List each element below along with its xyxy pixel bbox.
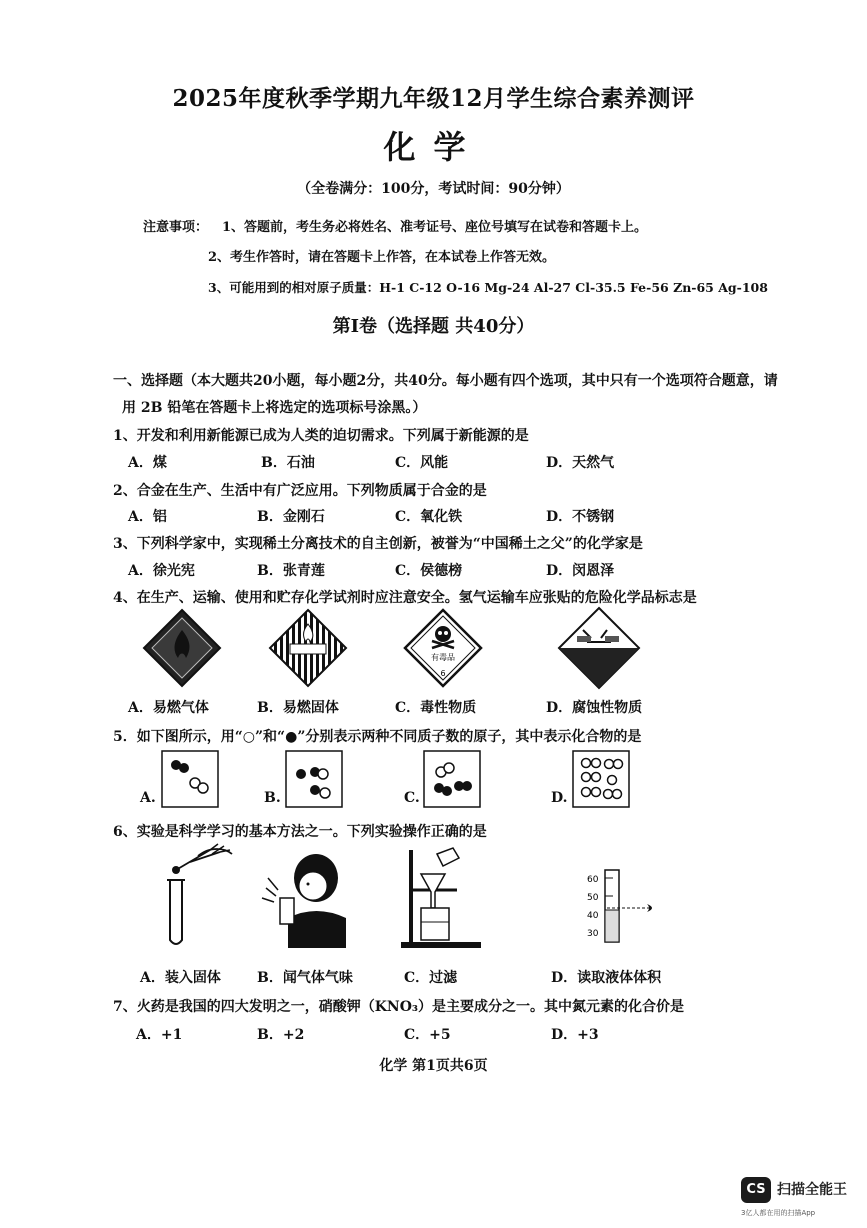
q4-option-a: A．易燃气体	[128, 700, 209, 716]
question-4-stem: 4、在生产、运输、使用和贮存化学试剂时应注意安全。氢气运输车应张贴的危险化学品标志是	[113, 590, 697, 606]
q2-option-b: B．金刚石	[257, 509, 325, 525]
note-item-1: 1、答题前，考生务必将姓名、准考证号、座位号填写在试卷和答题卡上。	[222, 220, 648, 235]
scanner-watermark	[741, 1175, 853, 1225]
q2-option-a: A．铝	[128, 509, 167, 525]
question-7-stem: 7、火药是我国的四大发明之一，硝酸钾（KNO₃）是主要成分之一。其中氮元素的化合价是	[113, 999, 685, 1015]
toxic-substance-sign	[403, 608, 483, 688]
q3-option-d: D．闵恩泽	[546, 563, 615, 579]
q4-option-b: B．易燃固体	[257, 700, 339, 716]
q5-option-c: C.	[404, 790, 420, 806]
q7-option-c: C．+5	[404, 1027, 451, 1043]
q5-diagram-d	[572, 750, 630, 808]
q5-diagram-c	[423, 750, 481, 808]
note-item-2: 2、考生作答时，请在答题卡上作答，在本试卷上作答无效。	[208, 250, 556, 265]
q3-option-b: B．张青莲	[257, 563, 325, 579]
cylinder-tick-50: 50	[587, 893, 599, 903]
section-heading-line2: 用 2B 铅笔在答题卡上将选定的选项标号涂黑。）	[122, 400, 427, 416]
q3-option-c: C．侯德榜	[395, 563, 463, 579]
filtration-picture	[397, 846, 487, 950]
question-1-stem: 1、开发和利用新能源已成为人类的迫切需求。下列属于新能源的是	[113, 428, 529, 444]
question-5-stem: 5．如下图所示，用“○”和“●”分别表示两种不同质子数的原子，其中表示化合物的是	[113, 729, 642, 745]
q5-option-a: A.	[140, 790, 156, 806]
scanner-app-name: 扫描全能王	[777, 1182, 847, 1198]
section-heading-line1: 一、选择题（本大题共20小题，每小题2分，共40分。每小题有四个选项，其中只有一个选项符合题意，请	[113, 373, 778, 389]
q6-option-c: C．过滤	[404, 970, 458, 986]
subject-title: 化学	[383, 128, 484, 166]
scanner-logo-icon: CS	[741, 1177, 771, 1203]
q5-option-d: D.	[551, 790, 568, 806]
q7-option-a: A．+1	[136, 1027, 183, 1043]
corrosive-substance-sign	[557, 606, 641, 690]
cylinder-tick-60: 60	[587, 875, 599, 885]
q1-option-a: A．煤	[128, 455, 167, 471]
flammable-solid-sign	[268, 608, 348, 688]
q1-option-b: B．石油	[261, 455, 315, 471]
smelling-gas-picture	[258, 848, 350, 948]
q6-option-d: D．读取液体体积	[551, 970, 662, 986]
scanner-tagline: 3亿人都在用的扫描App	[741, 1209, 816, 1217]
toxic-sign-label: 有毒品	[431, 653, 455, 662]
section-title: 第Ⅰ卷（选择题 共40分）	[332, 316, 535, 337]
q1-option-c: C．风能	[395, 455, 449, 471]
q1-option-d: D．天然气	[546, 455, 615, 471]
q4-option-c: C．毒性物质	[395, 700, 477, 716]
q7-option-d: D．+3	[551, 1027, 599, 1043]
question-2-stem: 2、合金在生产、生活中有广泛应用。下列物质属于合金的是	[113, 483, 487, 499]
note-item-3: 3、可能用到的相对原子质量：H-1 C-12 O-16 Mg-24 Al-27 Cl-35.5 Fe-56 Zn-65 Ag-108	[208, 280, 768, 295]
q3-option-a: A．徐光宪	[128, 563, 195, 579]
notes-label: 注意事项：	[143, 220, 209, 235]
q2-option-c: C．氧化铁	[395, 509, 463, 525]
q6-option-b: B．闻气体气味	[257, 970, 353, 986]
score-info: （全卷满分：100分，考试时间：90分钟）	[297, 181, 570, 197]
question-6-stem: 6、实验是科学学习的基本方法之一。下列实验操作正确的是	[113, 824, 487, 840]
question-3-stem: 3、下列科学家中，实现稀土分离技术的自主创新，被誉为“中国稀土之父”的化学家是	[113, 536, 643, 552]
q5-diagram-b	[285, 750, 343, 808]
page-footer: 化学 第1页共6页	[379, 1058, 488, 1074]
test-tube-loading-picture	[150, 840, 240, 950]
reading-cylinder-picture	[585, 866, 665, 946]
flammable-gas-sign	[142, 608, 222, 688]
q5-diagram-a	[161, 750, 219, 808]
exam-title: 2025年度秋季学期九年级12月学生综合素养测评	[172, 85, 695, 112]
q4-option-d: D．腐蚀性物质	[546, 700, 643, 716]
cylinder-tick-30: 30	[587, 929, 599, 939]
q7-option-b: B．+2	[257, 1027, 305, 1043]
q6-option-a: A．装入固体	[140, 970, 221, 986]
q5-option-b: B.	[264, 790, 281, 806]
cylinder-tick-40: 40	[587, 911, 599, 921]
toxic-sign-class: 6	[440, 669, 446, 678]
q2-option-d: D．不锈钢	[546, 509, 615, 525]
